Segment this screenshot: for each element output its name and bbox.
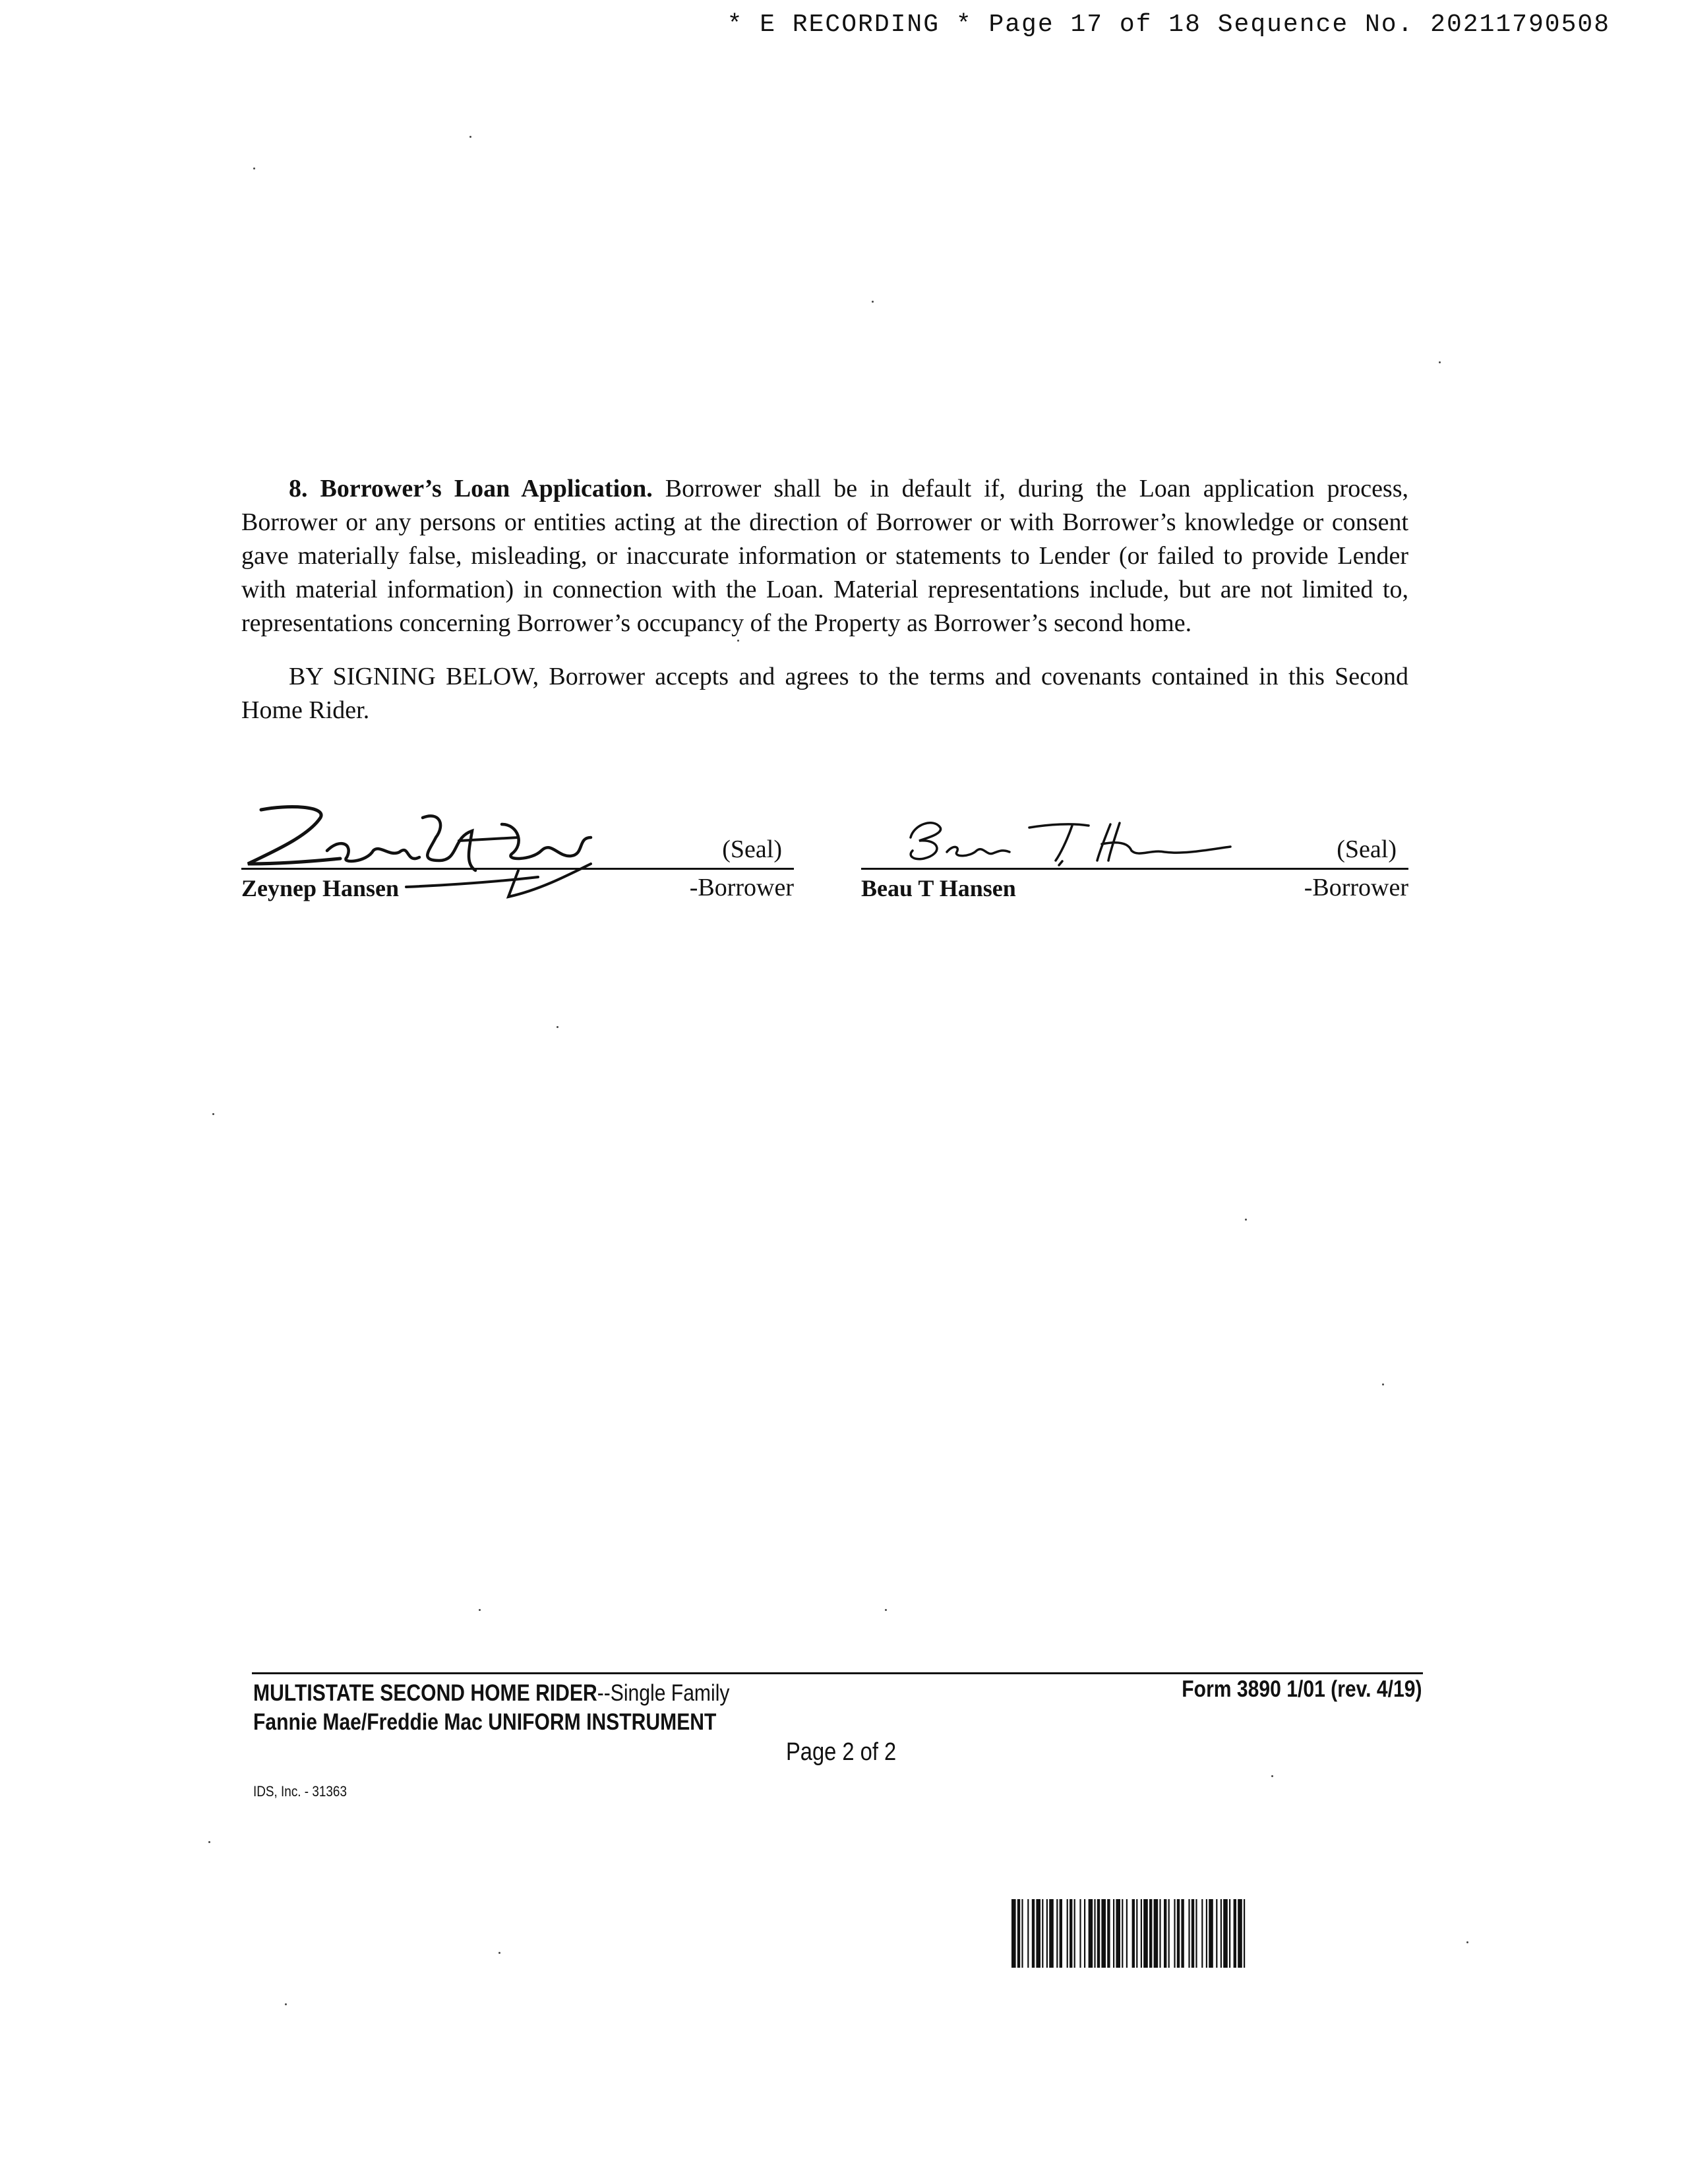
barcode-bar xyxy=(1113,1899,1114,1968)
barcode-bar xyxy=(1046,1899,1048,1968)
form-title-block xyxy=(253,1679,729,1737)
barcode-bar xyxy=(1116,1899,1120,1968)
page-number: Page 2 of 2 xyxy=(786,1738,897,1766)
barcode-bar xyxy=(1126,1899,1128,1968)
document-body xyxy=(241,472,1408,727)
barcode-bar xyxy=(1036,1899,1040,1968)
barcode-bar xyxy=(1021,1899,1023,1968)
barcode-bar xyxy=(1049,1899,1054,1968)
barcode-bar xyxy=(1027,1899,1029,1968)
barcode-bar xyxy=(1234,1899,1236,1968)
handwritten-signature xyxy=(861,798,1257,870)
signature-line xyxy=(241,868,794,870)
barcode-bar xyxy=(1191,1899,1194,1968)
barcode-bar xyxy=(1238,1899,1242,1968)
barcode-bar xyxy=(1060,1899,1062,1968)
form-subtitle: Fannie Mae/Freddie Mac UNIFORM INSTRUMENT xyxy=(253,1709,717,1735)
barcode-bar xyxy=(1229,1899,1230,1968)
barcode-bar xyxy=(1154,1899,1159,1968)
barcode-bar xyxy=(1221,1899,1222,1968)
barcode-bar xyxy=(1244,1899,1245,1968)
barcode-bar xyxy=(1011,1899,1016,1968)
barcode-bar xyxy=(1141,1899,1142,1968)
barcode-bar xyxy=(1101,1899,1106,1968)
barcode-bar xyxy=(1159,1899,1160,1968)
barcode-bar xyxy=(1143,1899,1148,1968)
form-number: Form 3890 1/01 (rev. 4/19) xyxy=(1181,1676,1422,1702)
section-8-heading: 8. Borrower’s Loan Application. xyxy=(289,475,653,502)
recording-header: * E RECORDING * Page 17 of 18 Sequence No. 20211790508 xyxy=(727,11,1610,39)
scan-speck xyxy=(479,1609,481,1611)
scan-speck xyxy=(1466,1941,1468,1943)
barcode-bar xyxy=(1089,1899,1093,1968)
section-8-paragraph xyxy=(241,472,1408,640)
barcode-bar xyxy=(1149,1899,1152,1968)
signature-block-borrower-1 xyxy=(241,798,794,903)
scan-speck xyxy=(1245,1219,1247,1221)
scan-speck xyxy=(212,1113,214,1115)
barcode-bar xyxy=(1168,1899,1170,1968)
barcode-bar xyxy=(1223,1899,1228,1968)
scan-speck xyxy=(557,1026,558,1028)
signature-line xyxy=(861,868,1408,870)
ids-code: IDS, Inc. - 31363 xyxy=(253,1783,347,1800)
scan-speck xyxy=(872,301,874,303)
scan-speck xyxy=(285,2003,287,2005)
seal-label: (Seal) xyxy=(722,835,782,863)
scan-speck xyxy=(208,1841,210,1843)
signature-block-borrower-2 xyxy=(861,798,1408,903)
form-title: MULTISTATE SECOND HOME RIDER--Single Family xyxy=(253,1680,730,1706)
barcode-bar xyxy=(1181,1899,1184,1968)
signing-statement: BY SIGNING BELOW, Borrower accepts and agrees to the terms and covenants contained in this Second Home Rider. xyxy=(241,663,1408,724)
seal-label: (Seal) xyxy=(1337,835,1397,863)
barcode-bar xyxy=(1074,1899,1075,1968)
barcode xyxy=(1011,1899,1427,1968)
borrower-name: Zeynep Hansen xyxy=(241,875,400,901)
barcode-bar xyxy=(1206,1899,1207,1968)
borrower-role: -Borrower xyxy=(1304,874,1408,901)
barcode-bar xyxy=(1122,1899,1123,1968)
barcode-bar xyxy=(1067,1899,1068,1968)
barcode-bar xyxy=(1209,1899,1213,1968)
barcode-bar xyxy=(1070,1899,1072,1968)
barcode-bar xyxy=(1174,1899,1175,1968)
section-8-text: Borrower shall be in default if, during the Loan application process, Borrower or any persons or entities acting at the direction of Borrower or with Borrower’s knowledge or consent gave materially false, misleading, or inaccurate information or statements to Lender (or failed to provide Lender with material information) in connection with the Loan. Material representations include, but are not limited to, representations concerning Borrower’s occupancy of the Property as Borrower’s second home. xyxy=(241,475,1409,637)
barcode-bar xyxy=(1195,1899,1197,1968)
scan-speck xyxy=(737,640,739,642)
scan-speck xyxy=(1439,361,1441,363)
barcode-bar xyxy=(1084,1899,1085,1968)
borrower-name: Beau T Hansen xyxy=(861,875,1016,901)
barcode-bar xyxy=(1132,1899,1135,1968)
barcode-bar xyxy=(1216,1899,1217,1968)
barcode-bar xyxy=(1042,1899,1043,1968)
scan-speck xyxy=(253,167,255,169)
barcode-bar xyxy=(1017,1899,1020,1968)
barcode-bar xyxy=(1201,1899,1203,1968)
barcode-bar xyxy=(1136,1899,1137,1968)
scan-speck xyxy=(469,136,471,138)
barcode-bar xyxy=(1032,1899,1035,1968)
barcode-bar xyxy=(1107,1899,1110,1968)
barcode-bar xyxy=(1079,1899,1081,1968)
scan-speck xyxy=(1271,1775,1273,1777)
barcode-bar xyxy=(1056,1899,1058,1968)
scan-speck xyxy=(498,1952,500,1954)
scan-speck xyxy=(885,1609,887,1611)
barcode-bar xyxy=(1188,1899,1190,1968)
barcode-bar xyxy=(1097,1899,1100,1968)
barcode-bar xyxy=(1164,1899,1166,1968)
scan-speck xyxy=(1382,1383,1384,1385)
barcode-bar xyxy=(1177,1899,1180,1968)
footer-rule xyxy=(252,1672,1423,1674)
borrower-role: -Borrower xyxy=(689,874,794,901)
barcode-bar xyxy=(1094,1899,1095,1968)
